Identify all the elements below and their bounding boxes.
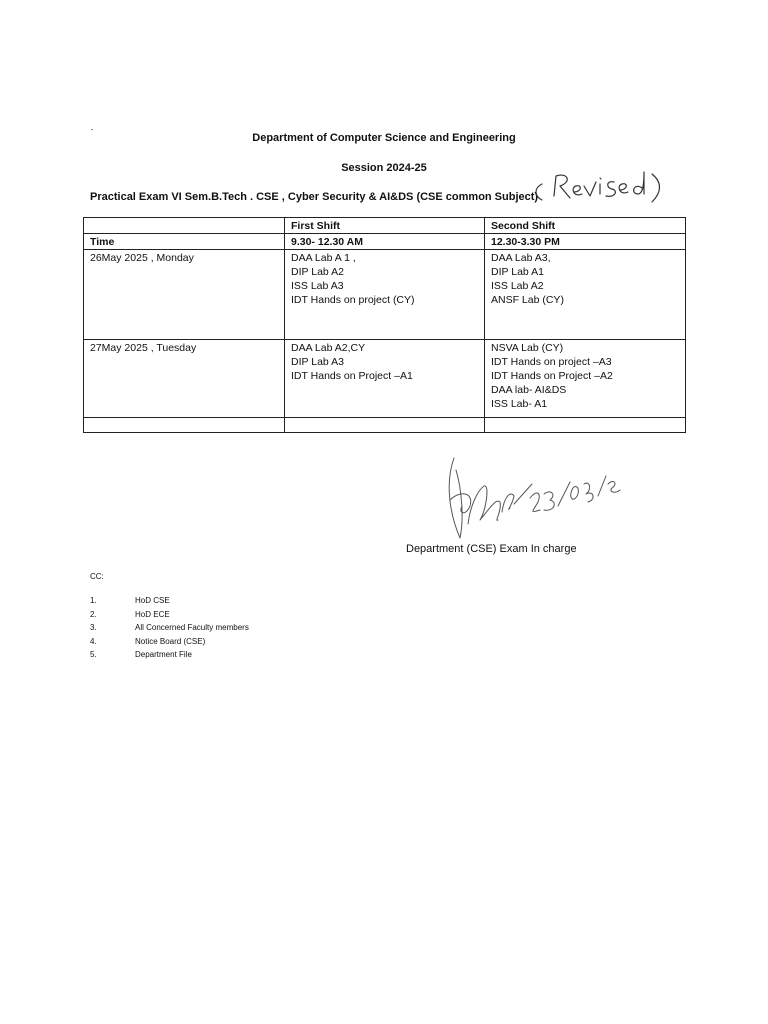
lab-entry: ISS Lab A2: [491, 280, 544, 292]
lab-entry: IDT Hands on project –A3: [491, 356, 612, 368]
list-item: [90, 610, 249, 624]
list-item: [90, 637, 249, 651]
schedule-row: [84, 250, 686, 340]
lab-entry: IDT Hands on Project –A1: [291, 370, 413, 382]
lab-entry: DAA Lab A 1 ,: [291, 252, 356, 264]
shift-header-row: [84, 218, 686, 234]
exam-title: Practical Exam VI Sem.B.Tech . CSE , Cyber Security & AI&DS (CSE common Subject): [90, 191, 539, 203]
blank-cell: [485, 418, 686, 433]
second-shift-time: 12.30-3.30 PM: [485, 234, 686, 250]
lab-entry: NSVA Lab (CY): [491, 342, 564, 354]
first-shift-cell: [285, 340, 485, 418]
list-number: 3.: [90, 623, 97, 633]
first-shift-time: 9.30- 12.30 AM: [285, 234, 485, 250]
exam-schedule-table: [83, 217, 686, 433]
list-text: All Concerned Faculty members: [135, 623, 249, 633]
lab-entry: IDT Hands on project (CY): [291, 294, 415, 306]
time-row: [84, 234, 686, 250]
lab-entry: DIP Lab A2: [291, 266, 344, 278]
first-shift-cell: [285, 250, 485, 340]
list-text: Notice Board (CSE): [135, 636, 206, 646]
lab-entry: DAA Lab A2,CY: [291, 342, 366, 354]
blank-cell: [285, 418, 485, 433]
first-shift-header: First Shift: [285, 218, 485, 234]
exam-incharge-label: Department (CSE) Exam In charge: [406, 543, 577, 555]
lab-entry: DAA Lab A3,: [491, 252, 551, 264]
list-number: 5.: [90, 650, 97, 660]
blank-cell: [84, 418, 285, 433]
lab-entry: ISS Lab A3: [291, 280, 344, 292]
cc-label: CC:: [90, 572, 104, 581]
lab-entry: DIP Lab A1: [491, 266, 544, 278]
list-number: 4.: [90, 636, 97, 646]
list-number: 2.: [90, 609, 97, 619]
list-number: 1.: [90, 596, 97, 605]
lab-entry: DIP Lab A3: [291, 356, 344, 368]
list-item: [90, 650, 249, 664]
stray-mark: [91, 129, 93, 130]
schedule-row: [84, 340, 686, 418]
session-title: Session 2024-25: [341, 162, 427, 174]
second-shift-header: Second Shift: [485, 218, 686, 234]
list-text: HoD ECE: [135, 609, 170, 619]
list-item: [90, 596, 249, 610]
second-shift-cell: [485, 250, 686, 340]
time-label: Time: [84, 234, 285, 250]
blank-row: [84, 418, 686, 433]
lab-entry: DAA lab- AI&DS: [491, 384, 567, 396]
exam-date: 26May 2025 , Monday: [84, 250, 285, 340]
list-text: Department File: [135, 650, 192, 660]
department-title: Department of Computer Science and Engineering: [252, 132, 516, 144]
list-item: [90, 623, 249, 637]
exam-date: 27May 2025 , Tuesday: [84, 340, 285, 418]
lab-entry: ISS Lab- A1: [491, 398, 548, 410]
lab-entry: IDT Hands on Project –A2: [491, 370, 613, 382]
cc-list: [90, 596, 249, 664]
revised-handwritten-note: [530, 170, 665, 208]
second-shift-cell: [485, 340, 686, 418]
list-text: HoD CSE: [135, 596, 170, 605]
lab-entry: ANSF Lab (CY): [491, 294, 564, 306]
header-cell-empty: [84, 218, 285, 234]
handwritten-signature: [440, 450, 630, 550]
